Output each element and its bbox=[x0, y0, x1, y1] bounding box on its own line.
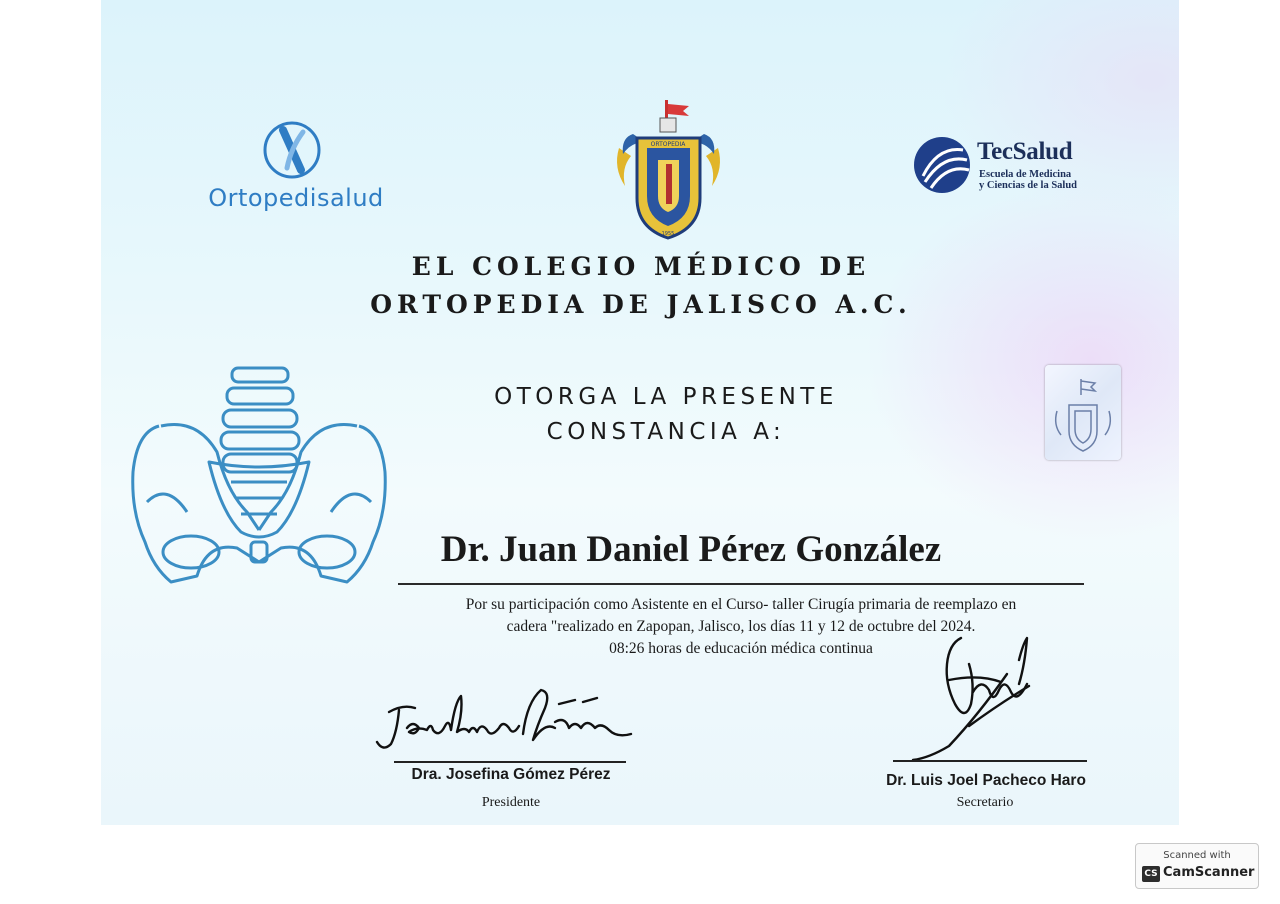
president-role: Presidente bbox=[481, 795, 541, 810]
secretary-name: Dr. Luis Joel Pacheco Haro bbox=[886, 772, 1086, 789]
subtitle-line1: OTORGA LA PRESENTE bbox=[494, 384, 838, 410]
camscanner-icon: CS bbox=[1142, 866, 1160, 882]
certificate-subtitle bbox=[366, 380, 966, 450]
svg-text:1955: 1955 bbox=[661, 231, 675, 237]
scanned-with-label: Scanned with bbox=[1163, 850, 1231, 861]
recipient-name: Dr. Juan Daniel Pérez González bbox=[440, 529, 942, 570]
body-line1: Por su participación como Asistente en el Curso- taller Cirugía primaria de reemplazo en bbox=[465, 596, 1017, 613]
orthopedics-crest-icon bbox=[611, 98, 726, 243]
title-line2: ORTOPEDIA DE JALISCO A.C. bbox=[370, 290, 912, 319]
tecsalud-title: TecSalud bbox=[977, 138, 1073, 165]
certificate-title bbox=[316, 248, 966, 324]
secretary-signature-line bbox=[893, 760, 1087, 762]
body-line2: cadera "realizado en Zapopan, Jalisco, los días 11 y 12 de octubre del 2024. bbox=[506, 618, 976, 635]
title-line1: EL COLEGIO MÉDICO DE bbox=[411, 252, 871, 281]
certificate bbox=[101, 0, 1179, 825]
tecsalud-subtitle-line2: y Ciencias de la Salud bbox=[979, 180, 1078, 191]
president-name: Dra. Josefina Gómez Pérez bbox=[411, 766, 611, 783]
hologram-seal bbox=[1045, 365, 1121, 460]
hologram-crest-icon bbox=[1045, 365, 1121, 460]
subtitle-line2: CONSTANCIA A: bbox=[546, 419, 786, 445]
president-signature-icon bbox=[369, 682, 649, 762]
body-line3: 08:26 horas de educación médica continua bbox=[609, 640, 873, 657]
ortopedisalud-logo bbox=[191, 118, 401, 218]
tecsalud-subtitle bbox=[979, 169, 1077, 191]
secretary-signature-icon bbox=[909, 634, 1084, 764]
tecsalud-globe-icon bbox=[913, 136, 971, 194]
ortopedisalud-mark-icon bbox=[191, 118, 401, 184]
camscanner-label: CamScanner bbox=[1163, 865, 1255, 880]
camscanner-watermark bbox=[1135, 843, 1259, 889]
svg-text:ORTOPEDIA: ORTOPEDIA bbox=[650, 141, 686, 148]
tecsalud-logo bbox=[913, 136, 1103, 200]
secretary-role: Secretario bbox=[956, 795, 1014, 810]
pelvis-illustration-icon bbox=[127, 362, 389, 592]
recipient-underline bbox=[398, 583, 1084, 585]
ortopedisalud-logo-text: Ortopedisalud bbox=[208, 184, 384, 212]
tecsalud-subtitle-line1: Escuela de Medicina bbox=[979, 169, 1072, 180]
president-signature-line bbox=[394, 761, 626, 763]
